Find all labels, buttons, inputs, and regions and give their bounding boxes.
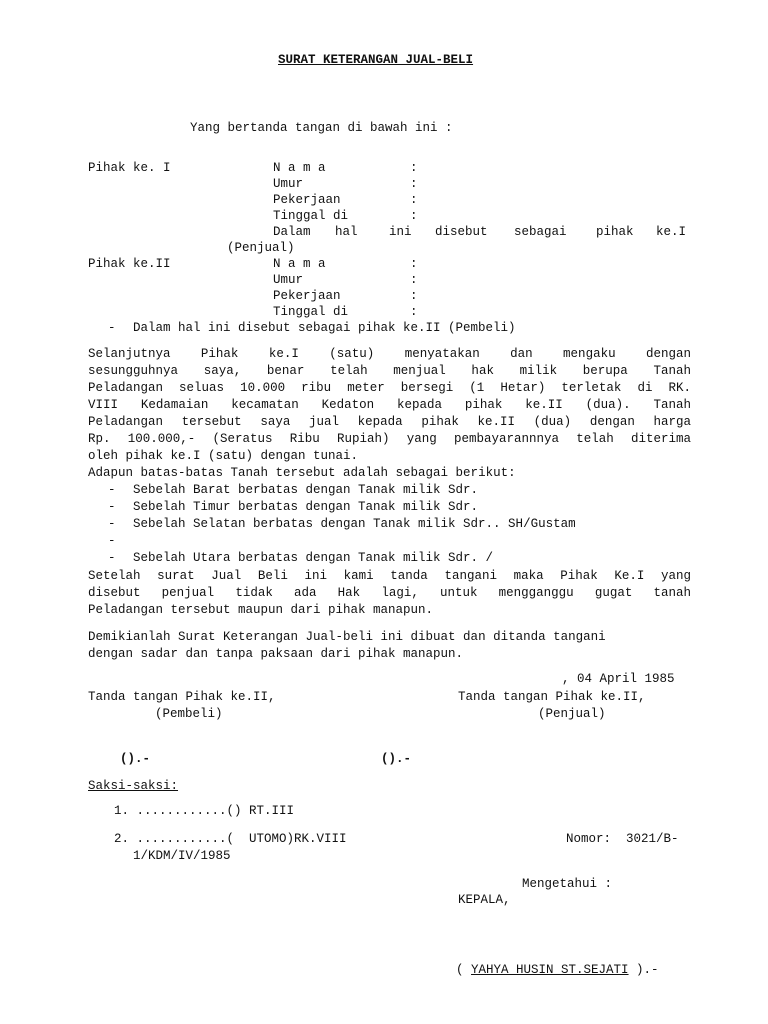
official-signature bbox=[456, 962, 659, 978]
pihak2-label: Pihak ke.II bbox=[88, 257, 171, 271]
paragraph1-line: Selanjutnya Pihak ke.I (satu) menyatakan dan mengaku dengan bbox=[88, 347, 691, 361]
pihak1-note-word: sebagai bbox=[514, 225, 567, 239]
pihak1-colon: : bbox=[410, 209, 418, 223]
paragraph1-line: Peladangan seluas 10.000 ribu meter bersegi (1 Hetar) terletak di RK. bbox=[88, 381, 691, 395]
dash-bullet: - bbox=[108, 483, 116, 497]
pihak1-note-word: disebut bbox=[435, 225, 488, 239]
saksi-2: 2. ............( UTOMO)RK.VIII bbox=[114, 832, 347, 846]
paragraph2-line: Setelah surat Jual Beli ini kami tanda tangani maka Pihak Ke.I yang bbox=[88, 569, 691, 583]
sig-right-label: Tanda tangan Pihak ke.II, bbox=[458, 690, 646, 704]
paragraph1-line: sesungguhnya saya, benar telah menjual hak milik berupa Tanah bbox=[88, 364, 691, 378]
sig-left-role: (Pembeli) bbox=[155, 707, 223, 721]
sig-left-label: Tanda tangan Pihak ke.II, bbox=[88, 690, 276, 704]
nomor-label: Nomor: 3021/B- bbox=[566, 832, 679, 846]
batas-item: Sebelah Selatan berbatas dengan Tanak milik Sdr.. SH/Gustam bbox=[133, 517, 576, 531]
paragraph1-line: VIII Kedamaian kecamatan Kedaton kepada pihak ke.II (dua). Tanah bbox=[88, 398, 691, 412]
pihak1-colon: : bbox=[410, 193, 418, 207]
official-close: ).- bbox=[628, 963, 659, 977]
pihak1-note-word: ini bbox=[389, 225, 412, 239]
pihak1-field-tinggal: Tinggal di bbox=[273, 209, 349, 223]
paragraph2-line: disebut penjual tidak ada Hak lagi, untuk mengganggu gugat tanah bbox=[88, 586, 691, 600]
pihak1-note-word: Dalam bbox=[273, 225, 311, 239]
sig-right-role: (Penjual) bbox=[538, 707, 606, 721]
paragraph3-line: Demikianlah Surat Keterangan Jual-beli ini dibuat dan ditanda tangani bbox=[88, 630, 606, 644]
dash-bullet: - bbox=[108, 517, 116, 531]
saksi-1: 1. ............() RT.III bbox=[114, 804, 295, 818]
pihak2-colon: : bbox=[410, 289, 418, 303]
pihak1-note-word: pihak bbox=[596, 225, 634, 239]
mengetahui-label: Mengetahui : bbox=[522, 877, 613, 891]
pihak1-note-cont: (Penjual) bbox=[227, 241, 295, 255]
official-name: YAHYA HUSIN ST.SEJATI bbox=[471, 963, 629, 977]
dash-bullet: - bbox=[108, 551, 116, 565]
batas-item: Sebelah Utara berbatas dengan Tanak milik Sdr. / bbox=[133, 551, 494, 565]
official-open: ( bbox=[456, 963, 472, 977]
document-date: , 04 April 1985 bbox=[562, 672, 675, 686]
pihak2-field-nama: N a m a bbox=[273, 257, 326, 271]
nomor-cont: 1/KDM/IV/1985 bbox=[133, 849, 231, 863]
batas-item: Sebelah Barat berbatas dengan Tanak milik Sdr. bbox=[133, 483, 479, 497]
kepala-label: KEPALA, bbox=[458, 893, 511, 907]
dash-bullet: - bbox=[108, 321, 116, 335]
pihak2-colon: : bbox=[410, 273, 418, 287]
pihak2-field-umur: Umur bbox=[273, 273, 304, 287]
dash-bullet: - bbox=[108, 500, 116, 514]
pihak1-label: Pihak ke. I bbox=[88, 161, 171, 175]
pihak2-field-pekerjaan: Pekerjaan bbox=[273, 289, 341, 303]
pihak2-field-tinggal: Tinggal di bbox=[273, 305, 349, 319]
sig-left-name: ().- bbox=[120, 752, 151, 766]
pihak1-note-word: hal bbox=[335, 225, 358, 239]
intro-text: Yang bertanda tangan di bawah ini : bbox=[190, 121, 453, 135]
batas-item: Sebelah Timur berbatas dengan Tanak milik Sdr. bbox=[133, 500, 479, 514]
sig-right-name: ().- bbox=[381, 752, 412, 766]
paragraph1-line: Rp. 100.000,- (Seratus Ribu Rupiah) yang pembayarannnya telah diterima bbox=[88, 432, 691, 446]
paragraph1-line: Peladangan tersebut saya jual kepada pihak ke.II (dua) dengan harga bbox=[88, 415, 691, 429]
paragraph3-line: dengan sadar dan tanpa paksaan dari pihak manapun. bbox=[88, 647, 464, 661]
document-title: SURAT KETERANGAN JUAL-BELI bbox=[278, 53, 474, 67]
paragraph2-line: Peladangan tersebut maupun dari pihak manapun. bbox=[88, 603, 434, 617]
pihak1-field-nama: N a m a bbox=[273, 161, 326, 175]
pihak1-colon: : bbox=[410, 177, 418, 191]
pihak2-note: Dalam hal ini disebut sebagai pihak ke.II (Pembeli) bbox=[133, 321, 516, 335]
pihak1-note-word: ke.I bbox=[656, 225, 687, 239]
pihak2-colon: : bbox=[410, 305, 418, 319]
pihak1-colon: : bbox=[410, 161, 418, 175]
batas-intro: Adapun batas-batas Tanah tersebut adalah sebagai berikut: bbox=[88, 466, 516, 480]
pihak2-colon: : bbox=[410, 257, 418, 271]
pihak1-field-umur: Umur bbox=[273, 177, 304, 191]
pihak1-field-pekerjaan: Pekerjaan bbox=[273, 193, 341, 207]
dash-bullet: - bbox=[108, 534, 116, 548]
saksi-heading: Saksi-saksi: bbox=[88, 779, 179, 793]
paragraph1-line: oleh pihak ke.I (satu) dengan tunai. bbox=[88, 449, 359, 463]
